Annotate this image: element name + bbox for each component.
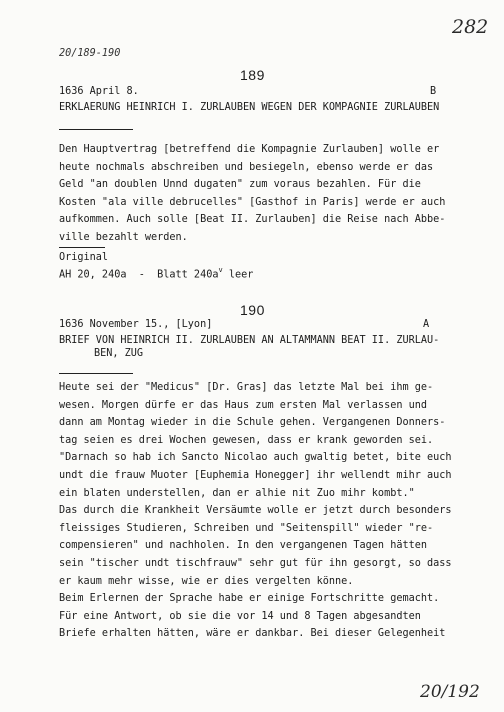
body-line: fleissiges Studieren, Schreiben und "Seitenspill" wieder "re- (59, 522, 434, 534)
entry-189-rule (59, 129, 133, 130)
body-line: ein blaten understellen, dan er alhie nit Zuo mihr kombt." (59, 487, 415, 499)
source-ref-prefix: AH 20, 240a - Blatt 240a (59, 269, 219, 281)
body-line: Den Hauptvertrag [betreffend die Kompagnie Zurlauben] wolle er (59, 144, 440, 155)
body-line: undt die frauw Muoter [Euphemia Honegger] ihr wellendt mihr auch (59, 469, 452, 481)
entry-190-rule (59, 373, 133, 374)
entry-190-title-line2: BEN, ZUG (94, 348, 144, 359)
reference-code: 20/189-190 (59, 48, 121, 59)
body-line: Briefe erhalten hätten, wäre er dankbar. Bei dieser Gelegenheit (59, 628, 446, 640)
body-line: er kaum mehr wisse, wie er dies vergelten könne. (59, 575, 354, 587)
body-line: heute nochmals abschreiben und besiegeln, ebenso werde er das (59, 161, 434, 173)
entry-189-marker: B (430, 86, 437, 97)
entry-189-body (59, 141, 445, 247)
body-line: Für eine Antwort, ob sie die vor 14 und 8 Tagen abgesandten (59, 610, 421, 622)
body-line: Kosten "ala ville debrucelles" [Gasthof in Paris] werde er auch (59, 196, 446, 208)
source-ref-superscript: v (218, 266, 223, 274)
entry-190-body (59, 379, 452, 643)
entry-190-marker: A (423, 319, 430, 330)
body-line: Das durch die Krankheit Versäumte wolle er jetzt durch besonders (59, 505, 452, 517)
body-line: ville bezahlt werden. (59, 231, 188, 243)
body-line: wesen. Morgen dürfe er das Haus zum ersten Mal verlassen und (59, 399, 428, 411)
body-line: sein "tischer undt tischfrauw" sehr gut für ihn gesorgt, so dass (59, 557, 452, 569)
body-line: Geld "an doublen Unnd dugaten" zum voraus bezahlen. Für die (59, 179, 421, 191)
source-label: Original (59, 252, 109, 263)
entry-189-date: 1636 April 8. (59, 86, 139, 97)
body-line: Beim Erlernen der Sprache habe er einige Fortschritte gemacht. (59, 593, 440, 605)
body-line: aufkommen. Auch solle [Beat II. Zurlauben] die Reise nach Abbe- (59, 214, 446, 226)
entry-189-title: ERKLAERUNG HEINRICH I. ZURLAUBEN WEGEN DER KOMPAGNIE ZURLAUBEN (59, 102, 440, 113)
handwritten-footer-number: 20/192 (420, 682, 480, 702)
body-line: dann am Montag wieder in die Schule gehen. Vergangenen Donners- (59, 417, 446, 429)
body-line: Heute sei der "Medicus" [Dr. Gras] das letzte Mal bei ihm ge- (59, 382, 434, 393)
handwritten-page-number: 282 (452, 16, 489, 38)
body-line: compensieren" und nachholen. In den vergangenen Tagen hätten (59, 540, 428, 552)
body-line: "Darnach so hab ich Sancto Nicolao auch gwaltig betet, bite euch (59, 452, 452, 464)
source-ref-suffix: leer (222, 269, 254, 281)
source-reference (59, 264, 253, 282)
source-rule (59, 247, 105, 248)
entry-190-number: 190 (240, 302, 265, 318)
body-line: tag seien es drei Wochen gewesen, dass er krank geworden sei. (59, 434, 434, 446)
entry-190-date: 1636 November 15., [Lyon] (59, 319, 213, 330)
entry-189-number: 189 (240, 67, 265, 83)
entry-190-title-line1: BRIEF VON HEINRICH II. ZURLAUBEN AN ALTAMMANN BEAT II. ZURLAU- (59, 335, 440, 346)
